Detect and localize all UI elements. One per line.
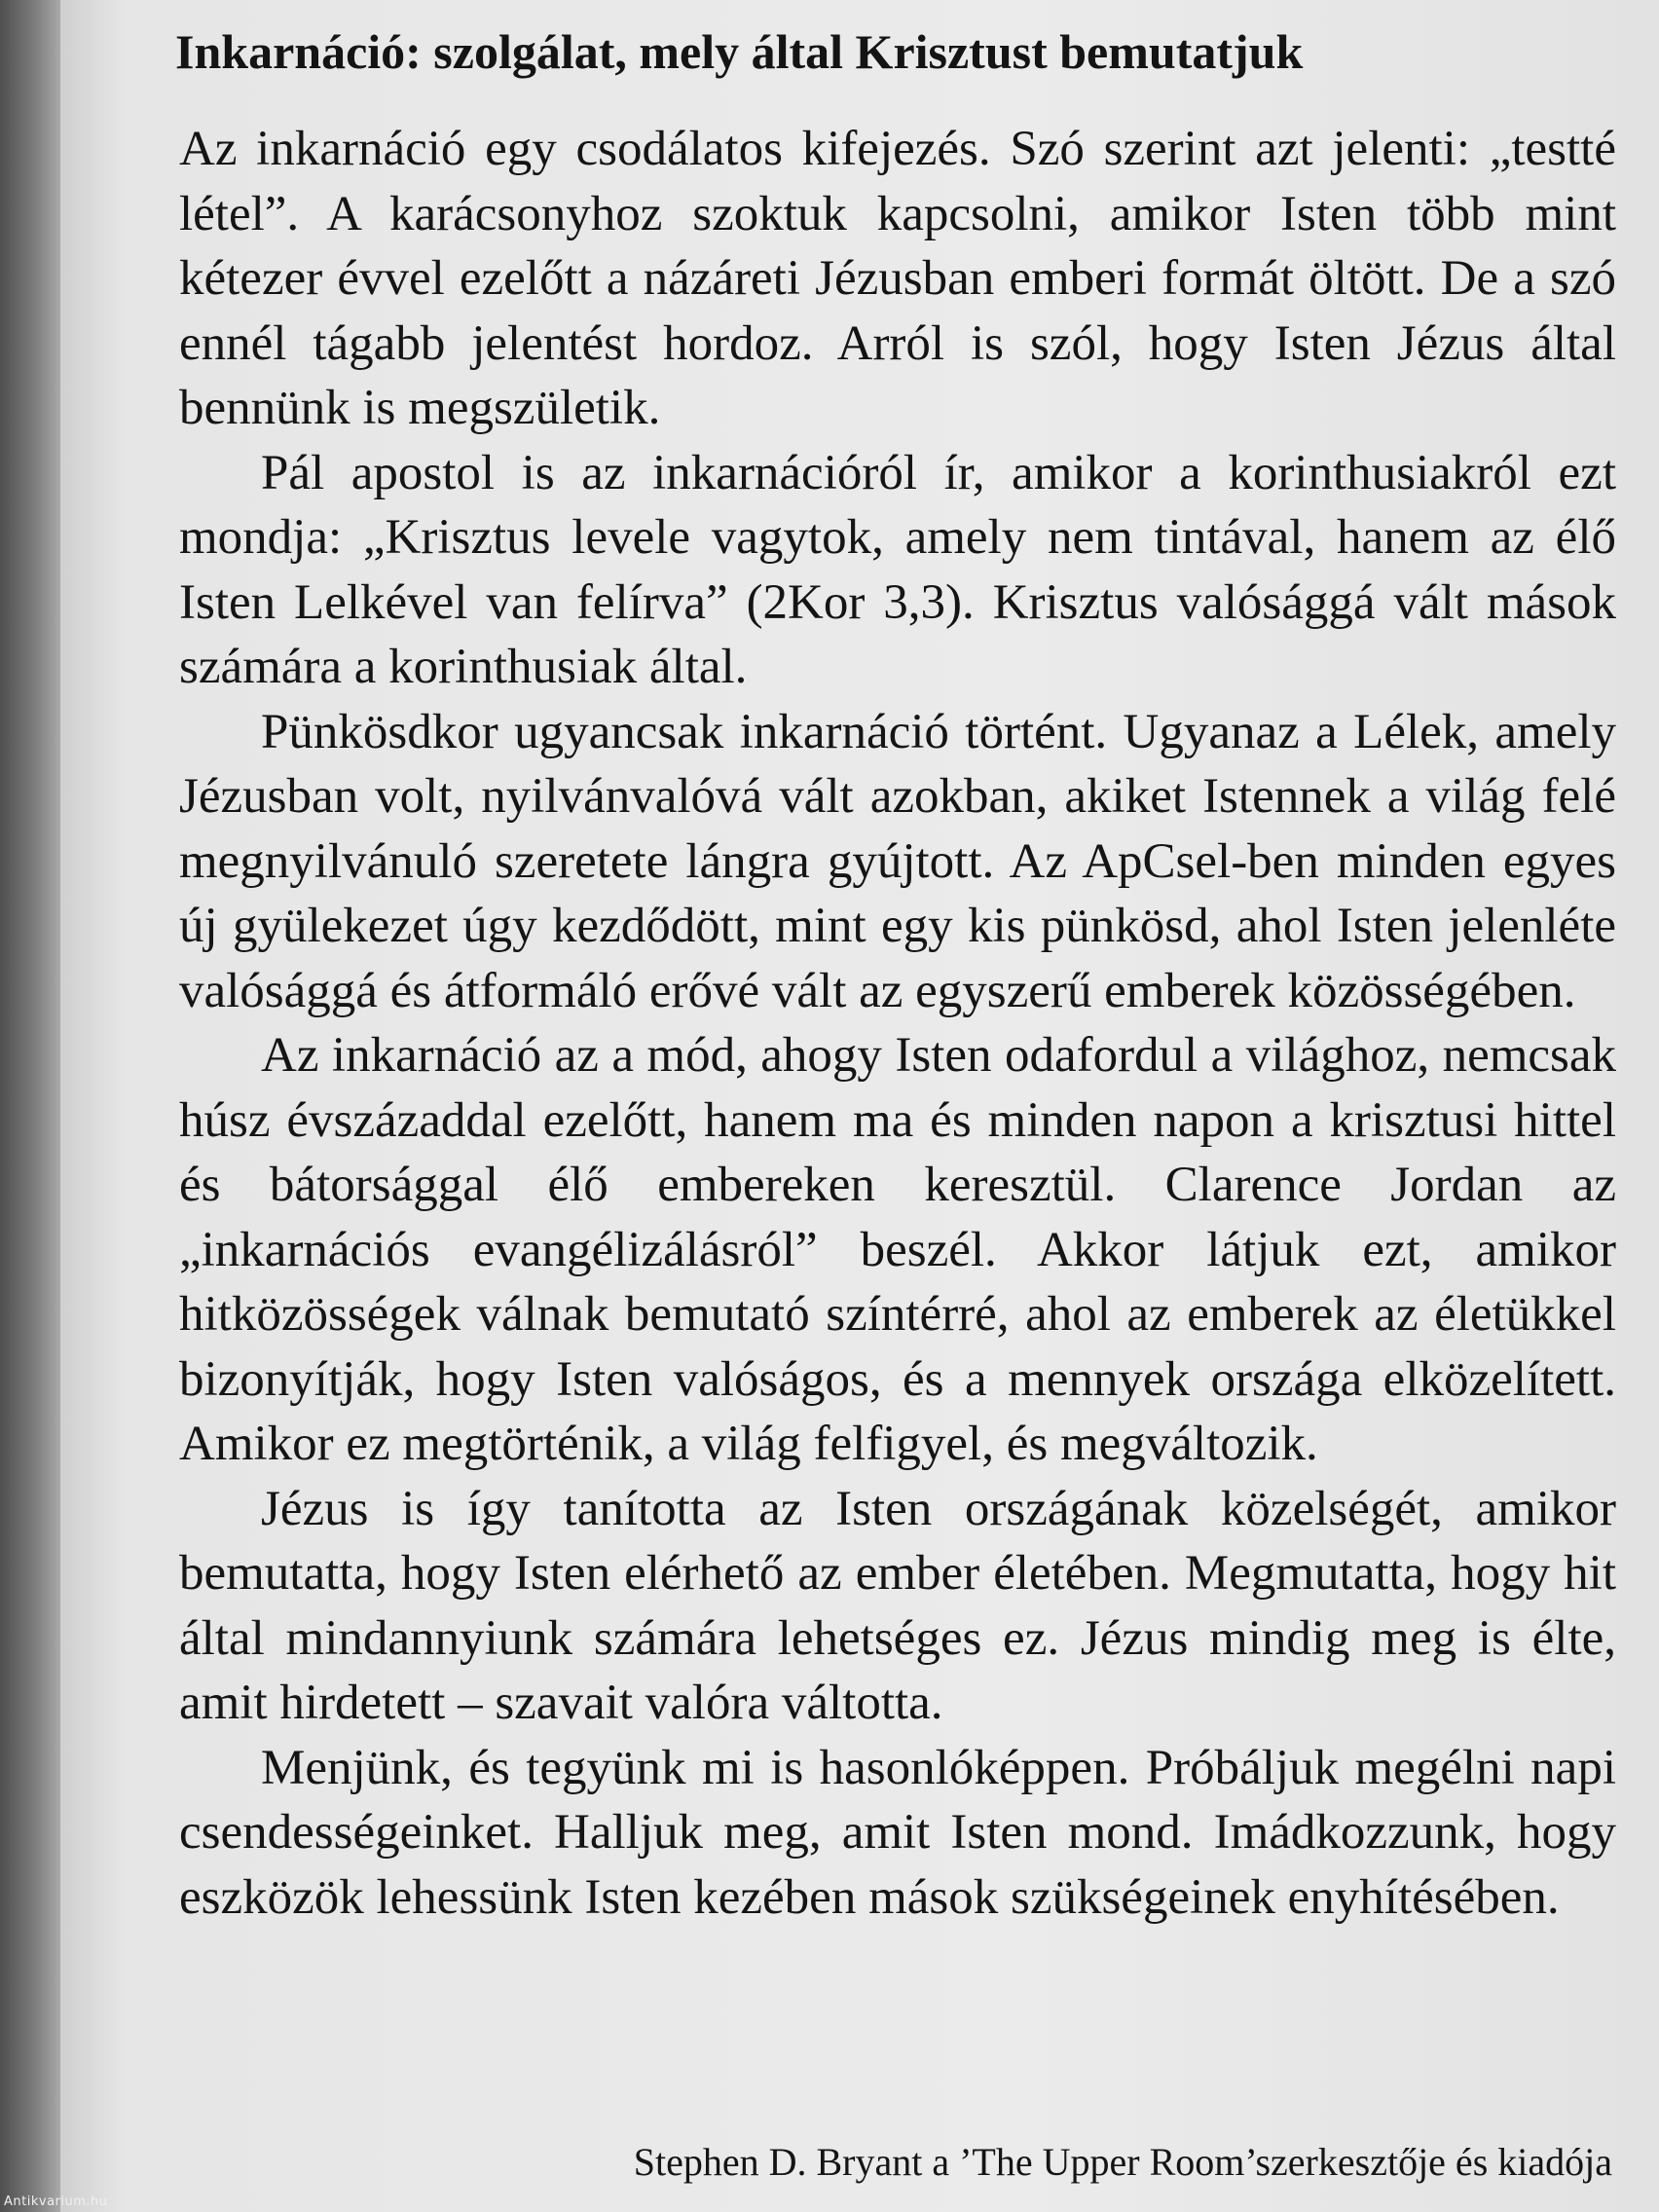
paragraph-4: Az inkarnáció az a mód, ahogy Isten odafordul a világhoz, nemcsak húsz évszázaddal ezelőtt, hanem ma és minden napon a krisztusi hittel és bátorsággal élő embereken keresztül. Clarence Jordan az „inkarnációs evangélizálásról” beszél. Akkor látjuk ezt, amikor hitközösségek válnak bemutató színtérré, ahol az emberek az életükkel bizonyítják, hogy Isten valóságos, és a mennyek országa elközelített. Amikor ez megtörténik, a világ felfigyel, és megváltozik.: [179, 1028, 1616, 1471]
article-body: [179, 117, 1616, 1930]
paragraph-3: Pünkösdkor ugyancsak inkarnáció történt. Ugyanaz a Lélek, amely Jézusban volt, nyilvánvalóvá vált azokban, akiket Istennek a világ felé megnyilvánuló szeretete lángra gyújtott. Az ApCsel-ben minden egyes új gyülekezet úgy kezdődött, mint egy kis pünkösd, ahol Isten jelenléte valósággá és átformáló erővé vált az egyszerű emberek közösségében.: [179, 704, 1616, 1018]
author-signature: Stephen D. Bryant a ’The Upper Room’szerkesztője és kiadója: [633, 2140, 1612, 2184]
paragraph-5: Jézus is így tanította az Isten országának közelségét, amikor bemutatta, hogy Isten elérhető az ember életében. Megmutatta, hogy hit által mindannyiunk számára lehetséges ez. Jézus mindig meg is élte, amit hirdetett – szavait valóra váltotta.: [179, 1481, 1616, 1730]
article-title: Inkarnáció: szolgálat, mely által Krisztust bemutatjuk: [175, 24, 1304, 79]
paragraph-2: Pál apostol is az inkarnációról ír, amikor a korinthusiakról ezt mondja: „Krisztus levele vagytok, amely nem tintával, hanem az élő Isten Lelkével van felírva” (2Kor 3,3). Krisztus valósággá vált mások számára a korinthusiak által.: [179, 445, 1616, 694]
book-spine-shadow: [0, 0, 60, 2212]
watermark: Antikvarium.hu: [4, 2194, 108, 2209]
paragraph-1: Az inkarnáció egy csodálatos kifejezés. Szó szerint azt jelenti: „testté létel”. A karácsonyhoz szoktuk kapcsolni, amikor Isten több mint kétezer évvel ezelőtt a názáreti Jézusban emberi formát öltött. De a szó ennél tágabb jelentést hordoz. Arról is szól, hogy Isten Jézus által bennünk is megszületik.: [179, 122, 1616, 435]
paragraph-6: Menjünk, és tegyünk mi is hasonlóképpen. Próbáljuk megélni napi csendességeinket. Halljuk meg, amit Isten mond. Imádkozzunk, hogy eszközök lehessünk Isten kezében mások szükségeinek enyhítésében.: [179, 1740, 1616, 1925]
